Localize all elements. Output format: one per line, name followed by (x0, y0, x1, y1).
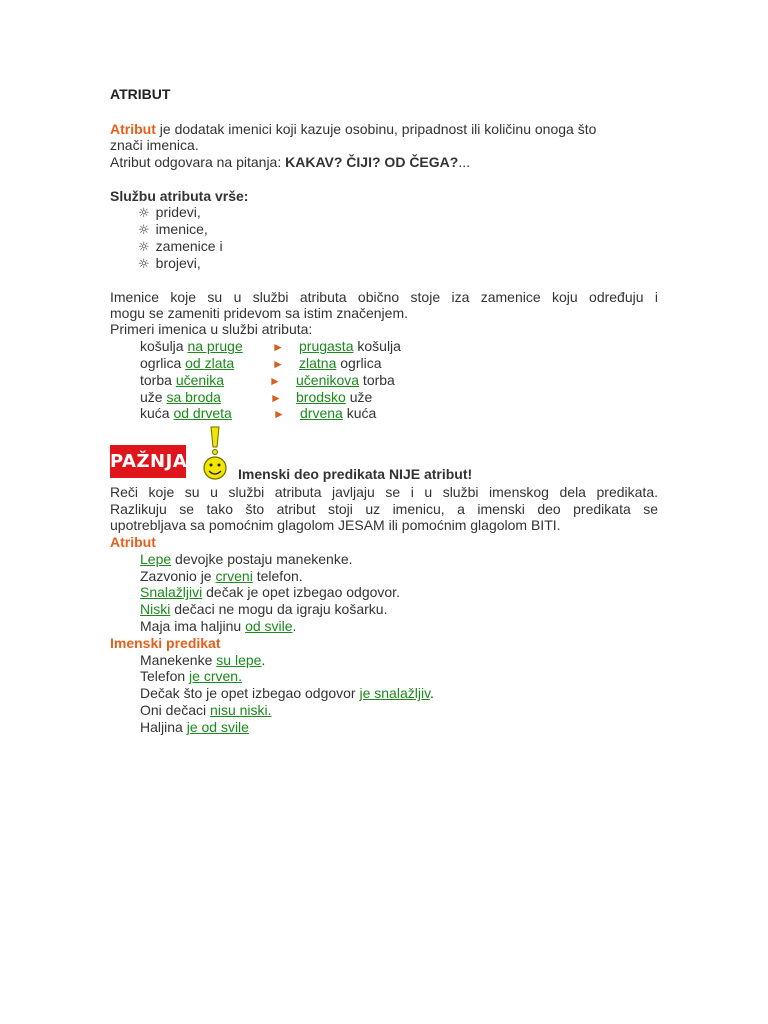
attribute-sentence: Maja ima haljinu od svile. (140, 618, 297, 634)
predicate-heading: Imenski predikat (110, 635, 221, 651)
page-title: ATRIBUT (110, 86, 171, 102)
intro-term: Atribut (110, 121, 156, 137)
arrow-icon: ► (270, 391, 282, 405)
example-adjective: zlatna ogrlica (299, 355, 382, 371)
attribute-sentence: Zazvonio je crveni telefon. (140, 568, 303, 584)
arrow-icon: ► (272, 357, 284, 371)
predicate-sentence: Oni dečaci nisu niski. (140, 702, 272, 718)
attribute-sentence: Lepe devojke postaju manekenke. (140, 551, 353, 567)
example-phrase: sa broda (166, 389, 221, 405)
service-item: ☼ brojevi, (138, 255, 201, 272)
example-phrase: od zlata (185, 355, 235, 371)
example-adjective: učenikova torba (296, 372, 395, 388)
predicate-sentence: Telefon je crven. (140, 668, 242, 684)
example-row: košulja na pruge (140, 338, 243, 354)
warning-heading: Imenski deo predikata NIJE atribut! (238, 466, 473, 482)
example-adjective: brodsko uže (296, 389, 373, 405)
predicate-sentence: Dečak što je opet izbegao odgovor je snalažljiv. (140, 685, 434, 701)
nouns-para-line-2: mogu se zameniti pridevom sa istim značenjem. (110, 305, 409, 321)
predicate-sentence: Manekenke su lepe. (140, 652, 266, 668)
arrow-icon: ► (269, 374, 281, 388)
arrow-icon: ► (273, 407, 285, 421)
attribute-sentence: Snalažljivi dečak je opet izbegao odgovor. (140, 584, 400, 600)
sun-bullet-icon: ☼ (138, 206, 150, 221)
example-phrase: na pruge (187, 338, 243, 354)
warning-line-3: upotrebljava sa pomoćnim glagolom JESAM ili pomoćnim glagolom BITI. (110, 517, 561, 533)
arrow-icon: ► (272, 340, 284, 354)
intro-line-1-text: je dodatak imenici koji kazuje osobinu, pripadnost ili količinu onoga što (155, 121, 597, 137)
example-row: uže sa broda (140, 389, 221, 405)
service-item: ☼ zamenice i (138, 238, 223, 255)
question-prefix: Atribut odgovara na pitanja: (110, 154, 286, 170)
example-row: ogrlica od zlata (140, 355, 235, 371)
example-adjective: prugasta košulja (299, 338, 401, 354)
intro-line-2: znači imenica. (110, 137, 199, 153)
nouns-para-line-3: Primeri imenica u službi atributa: (110, 321, 313, 337)
exclamation-smiley-icon (200, 425, 230, 481)
attribute-sentence: Niski dečaci ne mogu da igraju košarku. (140, 601, 388, 617)
service-heading: Službu atributa vrše: (110, 188, 249, 204)
question-suffix: ... (458, 154, 470, 170)
example-adjective: drvena kuća (300, 405, 377, 421)
sun-bullet-icon: ☼ (138, 223, 150, 238)
warning-line-1: Reči koje su u službi atributa javljaju se i u službi imenskog dela predikata. (110, 484, 658, 500)
warning-badge: PAŽNJA! (110, 445, 186, 478)
intro-line-1 (110, 121, 596, 138)
example-phrase: od drveta (173, 405, 232, 421)
sun-bullet-icon: ☼ (138, 257, 150, 272)
sun-bullet-icon: ☼ (138, 240, 150, 255)
warning-line-2: Razlikuju se tako što atribut stoji uz imenicu, a imenski deo predikata se (110, 501, 658, 517)
service-item: ☼ pridevi, (138, 204, 201, 221)
example-row: torba učenika (140, 372, 225, 388)
example-row: kuća od drveta (140, 405, 232, 421)
question-bold: KAKAV? ČIJI? OD ČEGA? (285, 154, 459, 170)
attribute-heading: Atribut (110, 534, 156, 550)
predicate-sentence: Haljina je od svile (140, 719, 249, 735)
intro-question (110, 154, 470, 171)
nouns-para-line-1: Imenice koje su u službi atributa obično stoje iza zamenice koju određuju i (110, 289, 658, 305)
service-item: ☼ imenice, (138, 221, 208, 238)
example-phrase: učenika (175, 372, 225, 388)
